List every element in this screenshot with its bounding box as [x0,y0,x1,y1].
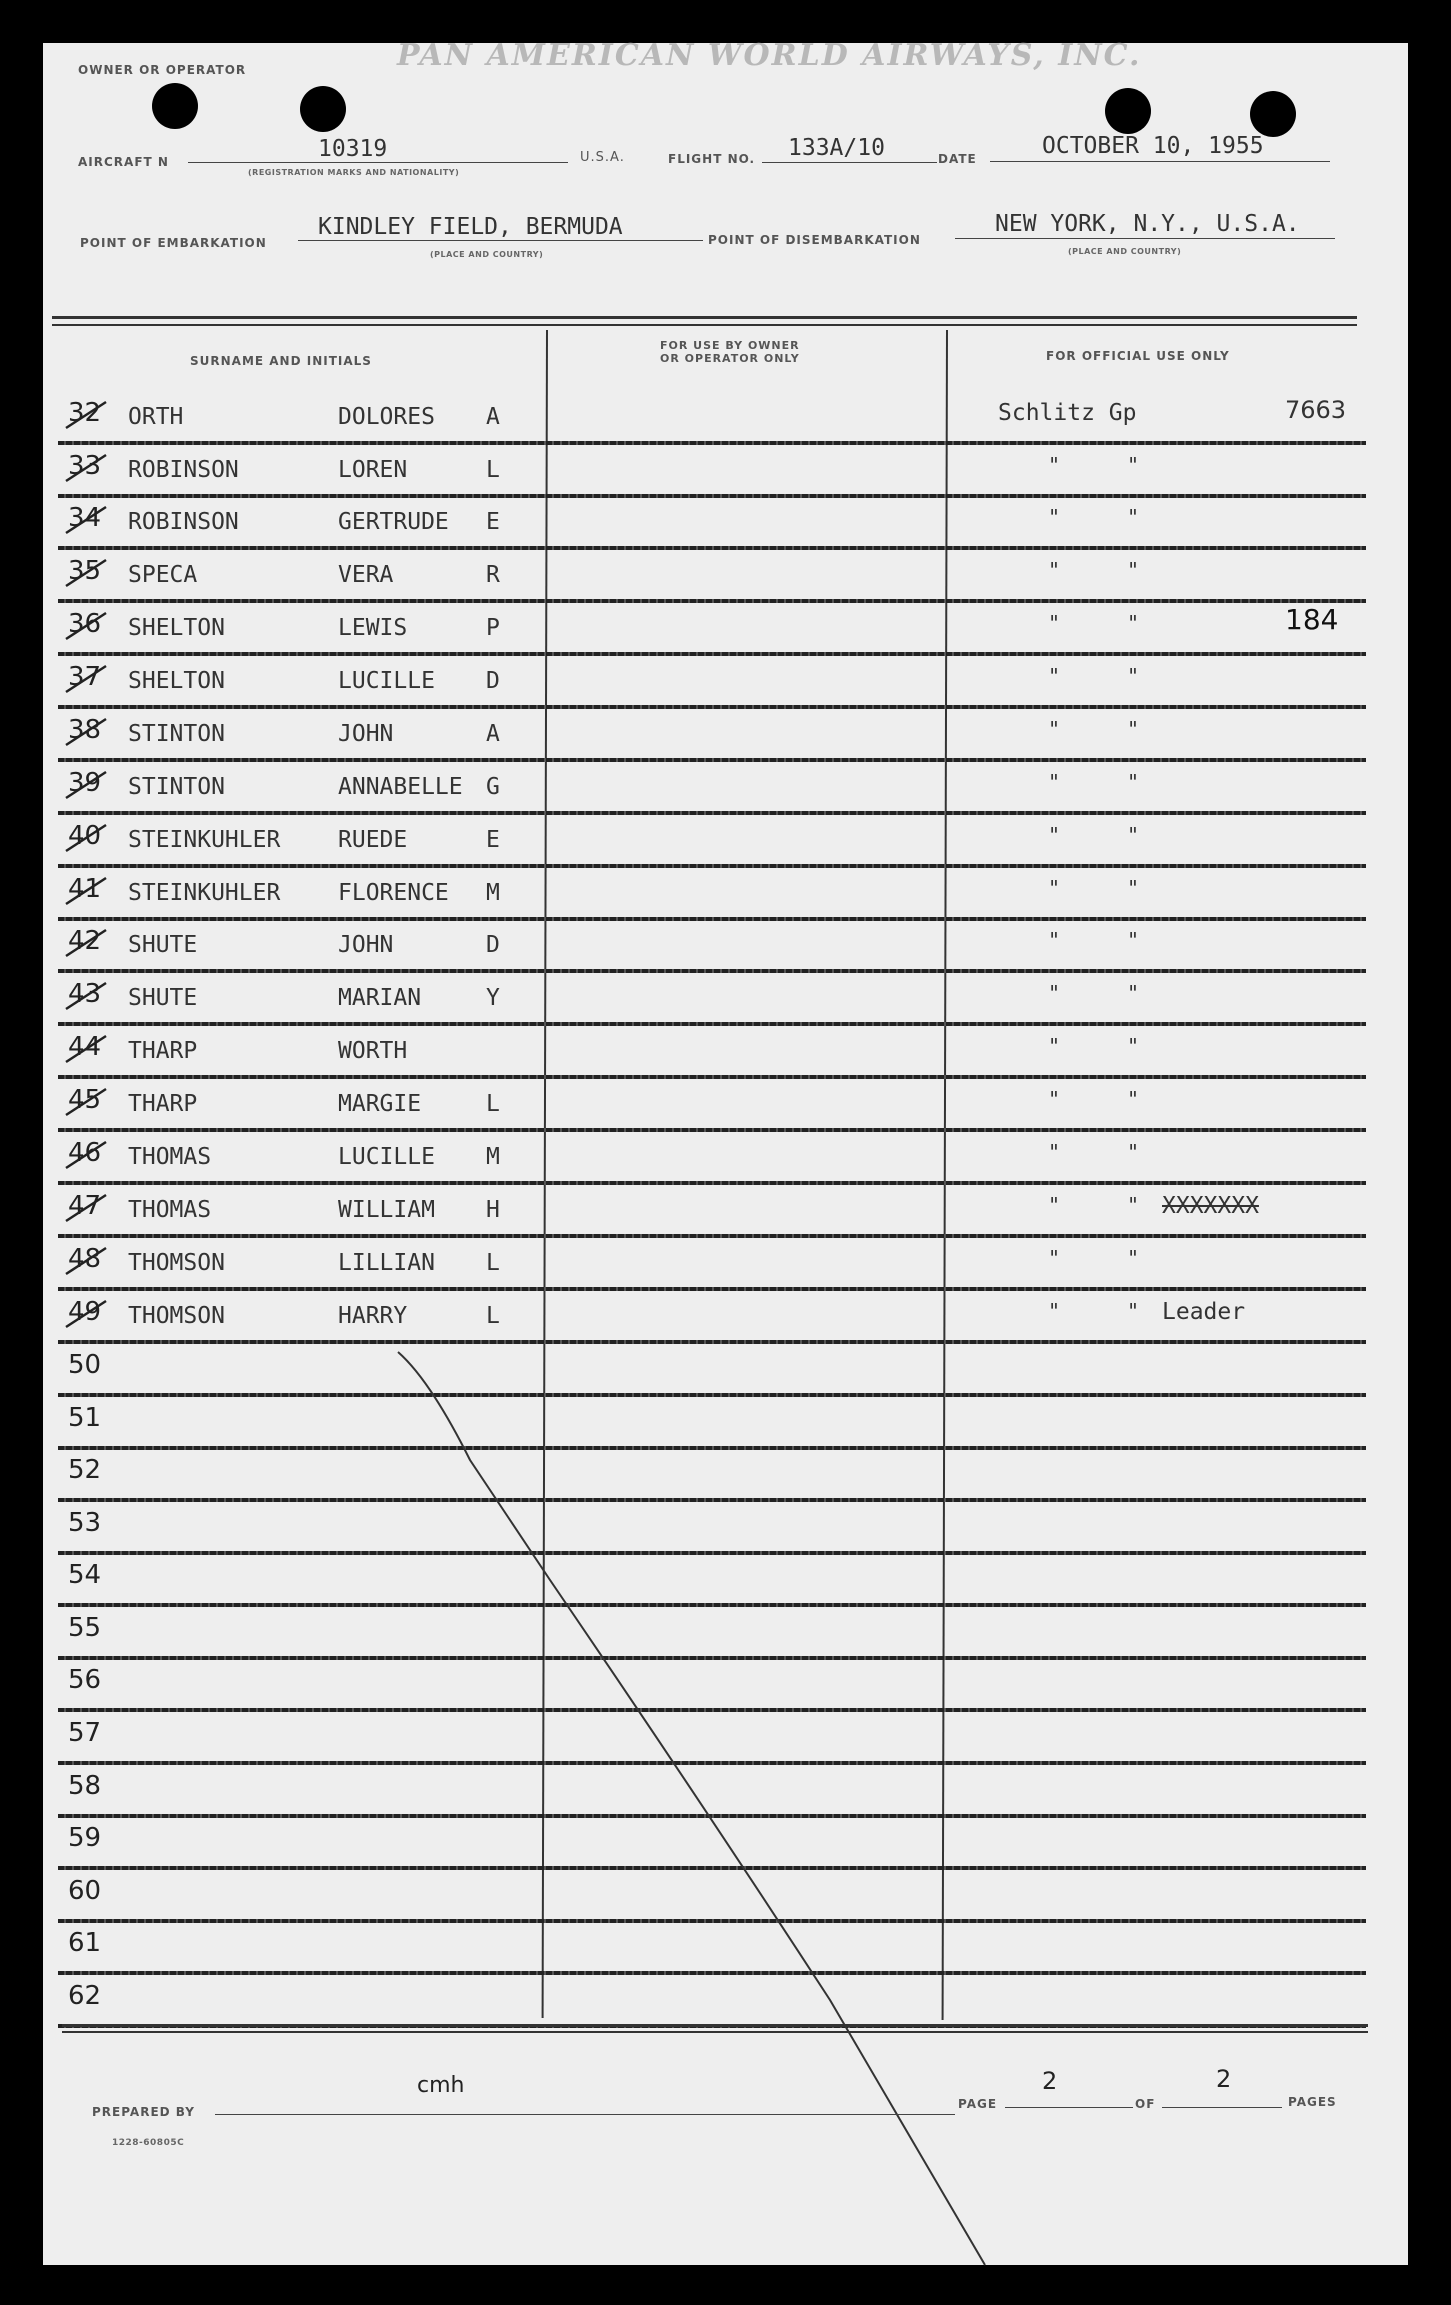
owner-use-header: FOR USE BY OWNER [660,339,800,352]
row-number: 38 [68,715,102,745]
company-name: PAN AMERICAN WORLD AIRWAYS, INC. [397,38,1142,73]
row-number: 62 [68,1981,102,2011]
table-row [0,445,1451,498]
row-number: 41 [68,874,102,904]
row-number: 54 [68,1560,102,1590]
initial: H [486,1197,500,1223]
row-number: 57 [68,1718,102,1748]
table-row [0,1712,1451,1765]
row-number: 49 [68,1297,102,1327]
table-row [0,762,1451,815]
table-row [0,392,1451,445]
official-note-1: " [1048,611,1061,635]
first-name: JOHN [338,721,394,747]
official-note-2: " [1127,823,1140,847]
aircraft-label: AIRCRAFT N [78,155,169,169]
initial: E [486,509,500,535]
form-number: 1228-60805C [112,2138,185,2148]
initial: D [486,932,500,958]
official-note-1: " [1048,664,1061,688]
official-note-1: " [1048,558,1061,582]
row-number: 50 [68,1350,102,1380]
official-note-1: Schlitz Gp [998,400,1137,426]
table-row [0,1185,1451,1238]
official-note-2: " [1127,664,1140,688]
page-number: 2 [1042,2067,1058,2095]
surname: STEINKUHLER [128,880,281,906]
check-mark [62,1293,110,1333]
row-number: 36 [68,609,102,639]
surname: SHUTE [128,985,198,1011]
surname: THOMAS [128,1144,212,1170]
table-row [0,550,1451,603]
table-row [0,1975,1451,2028]
prepared-by-label: PREPARED BY [92,2105,195,2119]
official-note-2: " [1127,717,1140,741]
initial: D [486,668,500,694]
date-label: DATE [938,152,977,166]
row-number: 44 [68,1032,102,1062]
check-mark [62,922,110,962]
initial: A [486,721,500,747]
official-note: 184 [1285,603,1339,636]
table-top-rule [52,316,1357,319]
punch-hole [1250,91,1296,137]
official-note-2: " [1127,1193,1140,1217]
first-name: WILLIAM [338,1197,435,1223]
punch-hole [300,86,346,132]
official-note-2: " [1127,981,1140,1005]
official-note-2: " [1127,1246,1140,1270]
first-name: JOHN [338,932,394,958]
first-name: HARRY [338,1303,408,1329]
first-name: LUCILLE [338,668,435,694]
table-row [0,1397,1451,1450]
row-number: 42 [68,926,102,956]
official-note-1: " [1048,1193,1061,1217]
row-number: 52 [68,1455,102,1485]
first-name: FLORENCE [338,880,449,906]
initial: M [486,1144,500,1170]
initial: L [486,1250,500,1276]
initial: A [486,404,500,430]
table-row [0,656,1451,709]
official-note-1: " [1048,1087,1061,1111]
surname: SHELTON [128,615,225,641]
table-row [0,1238,1451,1291]
embarkation-label: POINT OF EMBARKATION [80,236,267,250]
table-row [0,1344,1451,1397]
disembarkation-label: POINT OF DISEMBARKATION [708,233,921,247]
usa-label: U.S.A. [580,150,625,165]
check-mark [62,658,110,698]
check-mark [62,975,110,1015]
aircraft-number: 10319 [318,136,388,162]
official-note-1: " [1048,1246,1061,1270]
table-row [0,1554,1451,1607]
disembarkation-point: NEW YORK, N.Y., U.S.A. [995,211,1300,237]
page-label: PAGE [958,2097,998,2111]
official-note-1: " [1048,928,1061,952]
official-note-2: " [1127,928,1140,952]
surname: ROBINSON [128,457,239,483]
row-number: 61 [68,1928,102,1958]
table-row [0,1026,1451,1079]
check-mark [62,499,110,539]
check-mark [62,447,110,487]
surname: THOMSON [128,1250,225,1276]
check-mark [62,764,110,804]
check-mark [62,1081,110,1121]
surname: ROBINSON [128,509,239,535]
row-number: 48 [68,1244,102,1274]
flight-date: OCTOBER 10, 1955 [1042,133,1264,159]
punch-hole [1105,88,1151,134]
surname: STINTON [128,774,225,800]
official-note-2: " [1127,1034,1140,1058]
table-row [0,1291,1451,1344]
surname: STINTON [128,721,225,747]
row-number: 34 [68,503,102,533]
table-row [0,497,1451,550]
check-mark [62,552,110,592]
table-row [0,1922,1451,1975]
official-note-1: " [1048,1034,1061,1058]
table-row [0,1765,1451,1818]
official-note-1: " [1048,823,1061,847]
initial: G [486,774,500,800]
official-note-2: " [1127,1140,1140,1164]
official-note-2: " [1127,453,1140,477]
flight-number: 133A/10 [788,135,885,161]
table-row [0,868,1451,921]
surname: SHELTON [128,668,225,694]
row-number: 60 [68,1876,102,1906]
official-note-1: " [1048,981,1061,1005]
first-name: GERTRUDE [338,509,449,535]
table-row [0,1870,1451,1923]
official-note-2: " [1127,876,1140,900]
table-row [0,709,1451,762]
row-number: 32 [68,398,102,428]
official-note-1: " [1048,876,1061,900]
row-number: 46 [68,1138,102,1168]
disembark-place-sub: (PLACE AND COUNTRY) [1068,247,1182,256]
table-row [0,1502,1451,1555]
official-note-2: " [1127,1299,1140,1323]
table-row [0,920,1451,973]
row-number: 56 [68,1665,102,1695]
row-number: 47 [68,1191,102,1221]
initial: P [486,615,500,641]
surname: THARP [128,1091,198,1117]
surname: SPECA [128,562,198,588]
embark-place-sub: (PLACE AND COUNTRY) [430,250,544,259]
table-row [0,1607,1451,1660]
first-name: LOREN [338,457,408,483]
check-mark [62,1187,110,1227]
row-number: 55 [68,1613,102,1643]
table-row [0,1817,1451,1870]
total-pages: 2 [1216,2065,1232,2093]
initial: R [486,562,500,588]
check-mark [62,1240,110,1280]
surname-column-header: SURNAME AND INITIALS [190,354,372,368]
official-note-1: " [1048,1299,1061,1323]
first-name: MARGIE [338,1091,422,1117]
check-mark [62,1028,110,1068]
check-mark [62,711,110,751]
check-mark [62,605,110,645]
row-number: 59 [68,1823,102,1853]
surname: STEINKUHLER [128,827,281,853]
official-note-2: " [1127,1087,1140,1111]
check-mark [62,1134,110,1174]
official-note-2: " [1127,558,1140,582]
initial: L [486,1091,500,1117]
row-number: 37 [68,662,102,692]
official-use-header: FOR OFFICIAL USE ONLY [1046,349,1230,363]
table-row [0,1132,1451,1185]
official-note-1: " [1048,453,1061,477]
table-row [0,1659,1451,1712]
official-note: 7663 [1285,396,1347,424]
official-note-2: " [1127,611,1140,635]
first-name: LEWIS [338,615,408,641]
of-label: OF [1135,2097,1156,2111]
table-row [0,1449,1451,1502]
prepared-by-value: cmh [417,2073,465,2098]
official-note: XXXXXXX [1162,1193,1259,1219]
surname: SHUTE [128,932,198,958]
initial: M [486,880,500,906]
first-name: LILLIAN [338,1250,435,1276]
official-note-2: " [1127,770,1140,794]
owner-label: OWNER OR OPERATOR [78,63,247,77]
official-note-2: " [1127,505,1140,529]
check-mark [62,394,110,434]
table-top-rule-2 [52,324,1357,326]
official-note-1: " [1048,717,1061,741]
official-note-1: " [1048,1140,1061,1164]
first-name: RUEDE [338,827,408,853]
surname: THARP [128,1038,198,1064]
first-name: VERA [338,562,394,588]
initial: E [486,827,500,853]
official-note-1: " [1048,505,1061,529]
check-mark [62,817,110,857]
surname: THOMAS [128,1197,212,1223]
row-number: 33 [68,451,102,481]
table-row [0,973,1451,1026]
first-name: WORTH [338,1038,408,1064]
pages-label: PAGES [1288,2095,1337,2109]
owner-use-header-2: OR OPERATOR ONLY [660,352,800,365]
flight-label: FLIGHT NO. [668,152,756,166]
initial: L [486,457,500,483]
initial: L [486,1303,500,1329]
official-note: Leader [1162,1299,1246,1325]
initial: Y [486,985,500,1011]
surname: ORTH [128,404,184,430]
row-number: 39 [68,768,102,798]
row-number: 45 [68,1085,102,1115]
first-name: MARIAN [338,985,422,1011]
table-row [0,603,1451,656]
row-number: 40 [68,821,102,851]
first-name: DOLORES [338,404,435,430]
embarkation-point: KINDLEY FIELD, BERMUDA [318,214,623,240]
punch-hole [152,83,198,129]
first-name: ANNABELLE [338,774,463,800]
first-name: LUCILLE [338,1144,435,1170]
row-number: 43 [68,979,102,1009]
row-number: 58 [68,1771,102,1801]
table-bottom-rule [62,2024,1368,2027]
table-bottom-rule-2 [62,2031,1368,2033]
check-mark [62,870,110,910]
registration-sub: (REGISTRATION MARKS AND NATIONALITY) [248,168,460,177]
surname: THOMSON [128,1303,225,1329]
row-number: 51 [68,1403,102,1433]
table-row [0,1079,1451,1132]
row-number: 53 [68,1508,102,1538]
row-number: 35 [68,556,102,586]
official-note-1: " [1048,770,1061,794]
table-row [0,815,1451,868]
